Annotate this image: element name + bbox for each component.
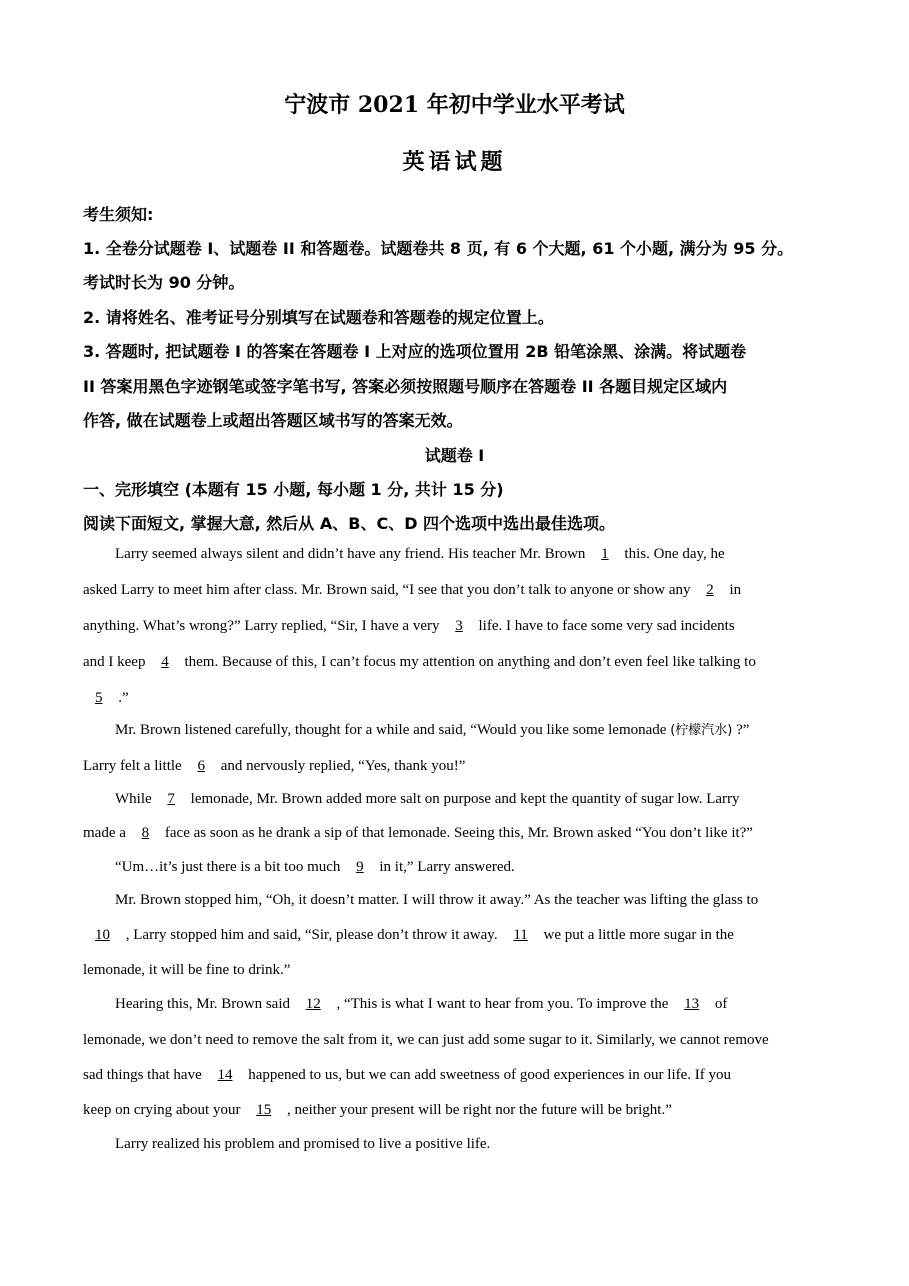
passage-line xyxy=(83,712,875,749)
blank-5: 5 xyxy=(95,690,103,706)
blank-10: 10 xyxy=(95,927,110,943)
passage-text: of xyxy=(714,996,728,1012)
passage-text: face as soon as he drank a sip of that lemonade. Seeing this, Mr. Brown asked “You don’t like it?” xyxy=(164,825,753,841)
passage-line xyxy=(83,1126,875,1162)
blank-11: 11 xyxy=(513,927,528,943)
blank-2: 2 xyxy=(706,582,714,598)
blank-7: 7 xyxy=(167,791,175,807)
passage-line xyxy=(83,815,843,851)
blank-4: 4 xyxy=(161,654,169,670)
passage-text: and nervously replied, “Yes, thank you!” xyxy=(220,758,466,774)
passage-line xyxy=(83,986,875,1022)
passage-line xyxy=(83,849,875,885)
passage-text: this. One day, he xyxy=(624,546,725,562)
blank-3: 3 xyxy=(455,618,463,634)
notice-line: 2. 请将姓名、准考证号分别填写在试题卷和答题卷的规定位置上。 xyxy=(83,308,554,327)
passage-text: we put a little more sugar in the xyxy=(543,927,734,943)
passage-text: life. I have to face some very sad incidents xyxy=(478,618,735,634)
passage-text: anything. What’s wrong?” Larry replied, “Sir, I have a very xyxy=(83,618,440,634)
blank-6: 6 xyxy=(197,758,205,774)
passage-text: them. Because of this, I can’t focus my attention on anything and don’t even feel like talking to xyxy=(184,654,756,670)
part-title: 一、完形填空 (本题有 15 小题, 每小题 1 分, 共计 15 分) xyxy=(83,480,504,499)
passage-text: While xyxy=(115,791,152,807)
notice-line: 作答, 做在试题卷上或超出答题区域书写的答案无效。 xyxy=(83,411,463,430)
exam-subtitle: 英语试题 xyxy=(402,149,507,175)
passage-line xyxy=(83,608,843,644)
passage-line xyxy=(83,1057,843,1093)
passage-text: , “This is what I want to hear from you. To improve the xyxy=(336,996,669,1012)
passage-text: Hearing this, Mr. Brown said xyxy=(115,996,290,1012)
passage-line xyxy=(83,748,843,784)
passage-line xyxy=(83,572,843,608)
passage-text: happened to us, but we can add sweetness of good experiences in our life. If you xyxy=(248,1067,732,1083)
passage-line xyxy=(83,644,843,680)
notice-line: 3. 答题时, 把试题卷 I 的答案在答题卷 I 上对应的选项位置用 2B 铅笔涂黑、涂满。将试题卷 xyxy=(83,342,747,361)
passage-text: , Larry stopped him and said, “Sir, please don’t throw it away. xyxy=(125,927,498,943)
passage-text: asked Larry to meet him after class. Mr. Brown said, “I see that you don’t talk to anyone or show any xyxy=(83,582,691,598)
passage-text: lemonade, Mr. Brown added more salt on purpose and kept the quantity of sugar low. Larry xyxy=(190,791,740,807)
blank-1: 1 xyxy=(601,546,609,562)
blank-9: 9 xyxy=(356,859,364,875)
notice-line: 1. 全卷分试题卷 I、试题卷 II 和答题卷。试题卷共 8 页, 有 6 个大题, 61 个小题, 满分为 95 分。 xyxy=(83,239,794,258)
passage-text: Mr. Brown listened carefully, thought for a while and said, “Would you like some lemonade xyxy=(115,722,667,738)
passage-text: Larry felt a little xyxy=(83,758,182,774)
passage-line xyxy=(83,536,875,572)
passage-text: lemonade, it will be fine to drink.” xyxy=(83,962,291,978)
passage-text: “Um…it’s just there is a bit too much xyxy=(115,859,341,875)
passage-text: Larry realized his problem and promised to live a positive life. xyxy=(115,1136,491,1152)
blank-14: 14 xyxy=(217,1067,233,1083)
passage-text: Larry seemed always silent and didn’t have any friend. His teacher Mr. Brown xyxy=(115,546,586,562)
exam-title: 宁波市 2021 年初中学业水平考试 xyxy=(284,92,625,118)
passage-text: made a xyxy=(83,825,126,841)
passage-text: keep on crying about your xyxy=(83,1102,241,1118)
passage-text: in it,” Larry answered. xyxy=(379,859,515,875)
passage-line xyxy=(83,917,843,953)
notice-line: II 答案用黑色字迹钢笔或签字笔书写, 答案必须按照题号顺序在答题卷 II 各题目规定区域内 xyxy=(83,377,728,396)
passage-line xyxy=(83,1092,843,1128)
blank-12: 12 xyxy=(305,996,321,1012)
notice-line: 考试时长为 90 分钟。 xyxy=(83,273,245,292)
blank-13: 13 xyxy=(684,996,700,1012)
passage-text: and I keep xyxy=(83,654,146,670)
passage-text: lemonade, we don’t need to remove the salt from it, we can just add some sugar to it. Similarly, we cannot remove xyxy=(83,1032,769,1048)
passage-gloss: (柠檬汽水) xyxy=(670,723,733,738)
notice-heading: 考生须知: xyxy=(83,205,154,224)
passage-text: in xyxy=(729,582,742,598)
blank-15: 15 xyxy=(256,1102,272,1118)
passage-line xyxy=(83,952,843,988)
volume-label: 试题卷 I xyxy=(424,446,485,465)
passage-text: ?” xyxy=(736,722,750,738)
passage-text: Mr. Brown stopped him, “Oh, it doesn’t matter. I will throw it away.” As the teacher was lifting the glass to xyxy=(115,892,759,908)
passage-line xyxy=(83,781,875,817)
part-instruction: 阅读下面短文, 掌握大意, 然后从 A、B、C、D 四个选项中选出最佳选项。 xyxy=(83,514,616,533)
passage-line xyxy=(83,882,875,918)
passage-text: .” xyxy=(118,690,129,706)
passage-text: , neither your present will be right nor the future will be bright.” xyxy=(286,1102,672,1118)
blank-8: 8 xyxy=(141,825,150,841)
passage-line xyxy=(83,680,843,716)
passage-text: sad things that have xyxy=(83,1067,202,1083)
passage-line xyxy=(83,1022,843,1058)
